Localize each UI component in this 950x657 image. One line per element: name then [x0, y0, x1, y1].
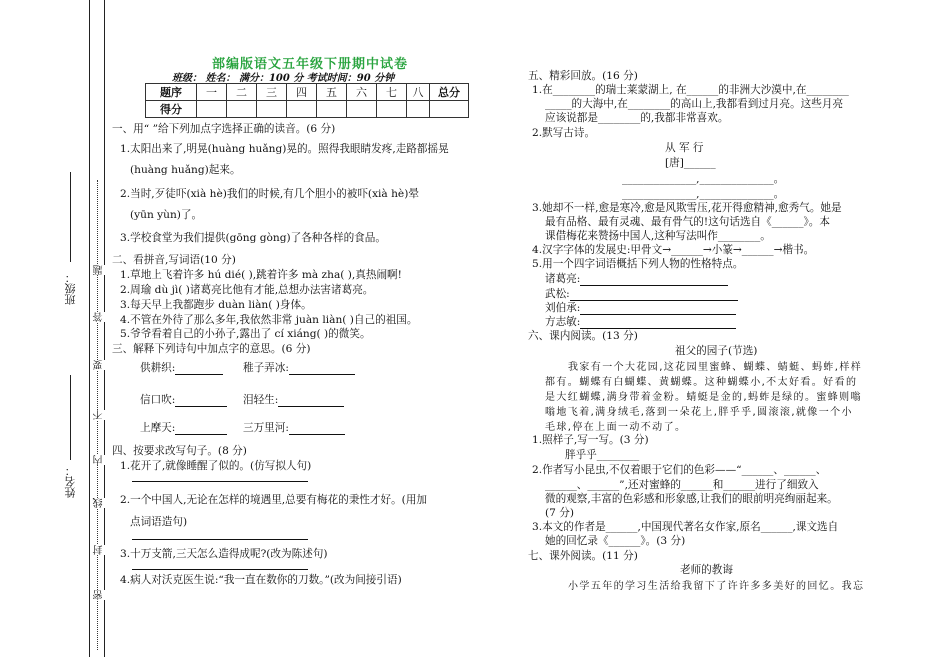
passage-title: 祖父的园子(节选)	[675, 345, 758, 357]
s3-item-label: 信口吹:	[140, 394, 176, 406]
s6-q2-line1: 2.作者写小昆虫,不仅着眼于它们的色彩——“______、______、	[532, 464, 827, 476]
answer-blank[interactable]	[580, 274, 728, 286]
binding-border-line-inner	[104, 0, 105, 657]
s3-item-label: 稚子弄冰:	[243, 362, 289, 374]
seal-char: 题	[94, 265, 105, 275]
answer-blank[interactable]	[289, 363, 355, 375]
score-table-score-row	[146, 101, 469, 118]
s6-q2-line4: (7 分)	[545, 507, 574, 519]
score-label: 得分	[146, 101, 197, 118]
s1-q1-line1: 1.太阳出来了,明晃(huàng huǎng)晃的。照得我眼睛发疼,走路都摇晃	[120, 143, 449, 155]
name-label: 姓名：	[64, 465, 77, 498]
s2-q5: 5.爷爷看着自己的小孙子,露出了 cí xiáng( )的微笑。	[120, 328, 371, 340]
binding-border-line	[89, 0, 90, 657]
s5-person	[545, 271, 728, 286]
s1-q2-line1: 2.当时,歹徒吓(xià hè)我们的时候,有几个胆小的被吓(xià hè)晕	[120, 188, 419, 200]
s5-q1-line2: _____的大海中,在________的高山上,我都看到过月亮。这些月亮	[545, 98, 844, 110]
s3-item	[243, 420, 345, 435]
passage-line: 我家有一个大花园,这花园里蜜蜂、蝴蝶、蜻蜓、蚂蚱,样样	[568, 362, 863, 373]
s5-q1-line1: 1.在________的瑞士莱蒙湖上, 在______的非洲大沙漠中,在________	[532, 84, 849, 96]
seal-char: 答	[94, 312, 105, 322]
poem-title: 从 军 行	[665, 142, 704, 154]
passage-title: 老师的教诲	[680, 564, 733, 576]
section-5-title: 五、精彩回放。(16 分)	[528, 70, 638, 82]
answer-line[interactable]	[132, 528, 308, 540]
score-table-header-row	[146, 84, 469, 101]
s4-q1: 1.花开了,就像睡醒了似的。(仿写拟人句)	[120, 460, 312, 472]
s4-q2-line2: 点词语造句)	[130, 516, 188, 528]
s6-q1-example: 胖乎乎________	[565, 449, 640, 461]
section-3-title: 三、解释下列诗句中加点字的意思。(6 分)	[112, 343, 311, 355]
s5-q3-line1: 3.她却不一样,愈是寒冷,愈是风欺雪压,花开得愈精神,愈秀气。她是	[532, 202, 842, 214]
s3-item	[243, 392, 344, 407]
s5-q5: 5.用一个四字词语概括下列人物的性格特点。	[532, 258, 744, 270]
person-label: 方志敏:	[545, 316, 581, 328]
seal-char: 密	[94, 590, 105, 600]
s6-q2-line3: 微的观察,丰富的色彩感和形象感,让我们的眼前明亮绚丽起来。	[545, 493, 838, 505]
s1-q3: 3.学校食堂为我们提供(gōng gòng)了各种各样的食品。	[120, 232, 386, 244]
s3-item-label: 供耕织:	[140, 362, 176, 374]
score-cell: 总分	[430, 84, 469, 101]
poem-author: [唐]______	[665, 157, 716, 169]
seal-char: 要	[94, 360, 105, 370]
s3-item	[140, 360, 223, 375]
score-input-cell[interactable]	[317, 101, 347, 118]
person-label: 武松:	[545, 288, 570, 300]
s5-person	[545, 314, 736, 329]
section-7-title: 七、课外阅读。(11 分)	[528, 550, 638, 562]
s4-q4: 4.病人对沃克医生说:“我一直在数你的刀数。”(改为间接引语)	[120, 574, 402, 586]
s5-person	[545, 300, 736, 315]
score-input-cell[interactable]	[257, 101, 287, 118]
score-cell: 五	[317, 84, 347, 101]
answer-blank[interactable]	[175, 363, 223, 375]
s1-q2-line2: (yūn yùn)了。	[130, 209, 203, 221]
s5-q4: 4.汉字字体的发展史:甲骨文→______→小篆→______→楷书。	[532, 244, 815, 256]
s2-q4: 4.不管在外待了那么多年,我依然非常 juàn liàn( )自己的祖国。	[120, 314, 418, 326]
exam-title: 部编版语文五年级下册期中试卷	[212, 57, 409, 72]
score-cell: 四	[287, 84, 317, 101]
s5-q1-line3: 应该说都是________的,我都非常喜欢。	[545, 112, 729, 124]
section-4-title: 四、按要求改写句子。(8 分)	[112, 445, 247, 457]
section-1-title: 一、用“ ”给下列加点字选择正确的读音。(6 分)	[112, 123, 336, 135]
passage-line: 毛球,停在上面一动不动了。	[545, 422, 687, 433]
s4-q2-line1: 2.一个中国人,无论在怎样的境遇里,总要有梅花的秉性才好。(用加	[120, 494, 428, 506]
poem-line: ______________,______________。	[622, 173, 785, 185]
s6-q3-line1: 3.本文的作者是______,中国现代著名女作家,原名______,课文选自	[532, 521, 839, 533]
section-2-title: 二、看拼音,写词语(10 分)	[112, 254, 236, 266]
answer-line[interactable]	[132, 558, 308, 570]
passage-line: 都有。蝴蝶有白蝴蝶、黄蝴蝶。这种蝴蝶小,不太好看。好看的	[545, 377, 858, 388]
passage-line: 小学五年的学习生活给我留下了许许多多美好的回忆。我忘	[568, 581, 865, 592]
score-input-cell[interactable]	[430, 101, 469, 118]
s3-item-label: 泪轻生:	[243, 394, 279, 406]
score-input-cell[interactable]	[197, 101, 227, 118]
s3-item	[140, 392, 227, 407]
score-input-cell[interactable]	[377, 101, 407, 118]
s3-item-label: 上摩天:	[140, 422, 176, 434]
score-cell: 一	[197, 84, 227, 101]
s1-q1-line2: (huàng huǎng)起来。	[130, 164, 241, 176]
s4-q3: 3.十万支箭,三天怎么造得成呢?(改为陈述句)	[120, 548, 328, 560]
score-input-cell[interactable]	[347, 101, 377, 118]
score-input-cell[interactable]	[407, 101, 430, 118]
passage-line: 嗡地飞着,满身绒毛,落到一朵花上,胖乎乎,圆滚滚,就像一个小	[545, 407, 853, 418]
seal-char: 线	[94, 498, 105, 508]
s2-q2: 2.周瑜 dù jì( )诸葛亮比他有才能,总想办法害诸葛亮。	[120, 284, 374, 296]
score-cell: 七	[377, 84, 407, 101]
class-label: 班级：	[64, 272, 77, 305]
s6-q3-line2: 她的回忆录《______》。(3 分)	[545, 535, 686, 547]
score-cell: 二	[227, 84, 257, 101]
seal-char: 内	[94, 455, 105, 465]
score-cell: 八	[407, 84, 430, 101]
section-6-title: 六、课内阅读。(13 分)	[528, 330, 638, 342]
seal-char: 封	[94, 545, 105, 555]
answer-blank[interactable]	[175, 423, 227, 435]
score-input-cell[interactable]	[287, 101, 317, 118]
s3-item-label: 三万里河:	[243, 422, 289, 434]
person-label: 刘伯承:	[545, 302, 581, 314]
s6-q1: 1.照样子,写一写。(3 分)	[532, 434, 649, 446]
score-cell: 三	[257, 84, 287, 101]
exam-info: 班级： 姓名： 满分：100 分 考试时间：90 分钟	[172, 73, 395, 84]
person-label: 诸葛亮:	[545, 273, 581, 285]
class-field-line	[70, 172, 71, 262]
poem-line: ______________,______________。	[622, 188, 785, 200]
score-input-cell[interactable]	[227, 101, 257, 118]
s5-q3-line2: 最有品格、最有灵魂、最有骨气的!这句话选自《______》。本	[545, 216, 830, 228]
seal-char: 不	[94, 410, 105, 420]
s5-q3-line3: 课借梅花来赞扬中国人,这种写法叫作________。	[545, 230, 771, 242]
answer-blank[interactable]	[175, 395, 227, 407]
score-cell: 题序	[146, 84, 197, 101]
score-cell: 六	[347, 84, 377, 101]
s3-item	[243, 360, 355, 375]
answer-blank[interactable]	[278, 395, 344, 407]
answer-line[interactable]	[132, 470, 308, 482]
score-table	[145, 83, 469, 118]
s5-q2: 2.默写古诗。	[532, 127, 596, 139]
name-field-line	[70, 375, 71, 460]
s3-item	[140, 420, 227, 435]
s6-q2-line2: ______、______”,还对蜜蜂的______和______进行了细致入	[545, 479, 819, 491]
passage-line: 是大红蝴蝶,满身带着金粉。蜻蜓是金的,蚂蚱是绿的。蜜蜂则嗡	[545, 392, 862, 403]
s5-person	[545, 286, 738, 301]
s2-q3: 3.每天早上我都跑步 duàn liàn( )身体。	[120, 299, 312, 311]
s2-q1: 1.草地上飞着许多 hú dié( ),跳着许多 mà zha( ),真热闹啊!	[120, 269, 402, 281]
answer-blank[interactable]	[289, 423, 345, 435]
